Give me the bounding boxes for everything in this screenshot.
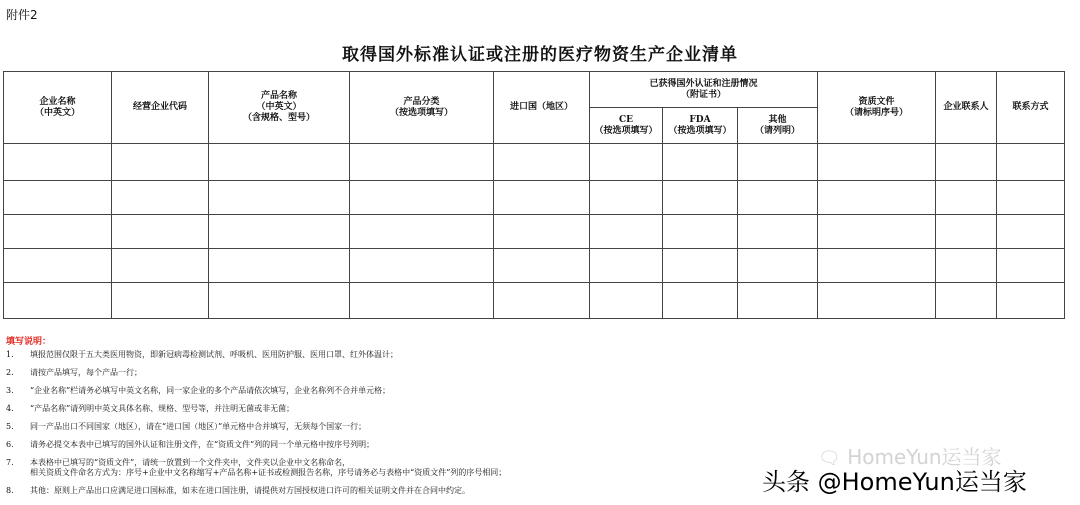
table-cell[interactable] [112,283,209,319]
note-number: 2. [6,368,14,377]
table-cell[interactable] [350,215,494,249]
note-item [6,486,506,496]
table-row [4,144,1065,181]
table-body [4,144,1065,319]
table-cell[interactable] [818,215,936,249]
table-cell[interactable] [663,181,738,215]
table-cell[interactable] [997,144,1065,181]
table-cell[interactable] [209,181,350,215]
note-text: “产品名称”请列明中英文具体名称、规格、型号等，并注明无菌或非无菌； [30,404,295,413]
table-cell[interactable] [209,144,350,181]
table-cell[interactable] [4,215,112,249]
table-cell[interactable] [818,181,936,215]
page-title: 取得国外标准认证或注册的医疗物资生产企业清单 [342,45,738,65]
table-cell[interactable] [738,249,818,283]
table-cell[interactable] [997,215,1065,249]
attachment-label: 附件2 [6,8,38,22]
table-cell[interactable] [818,283,936,319]
table-cell[interactable] [997,283,1065,319]
table-cell[interactable] [663,144,738,181]
note-text: 其他：原则上产品出口应满足进口国标准，如未在进口国注册，请提供对方国授权进口许可的相关证明文件并在合同中约定。 [30,486,470,495]
table-cell[interactable] [936,181,997,215]
table-cell[interactable] [590,283,663,319]
note-number: 4. [6,404,14,413]
table-cell[interactable] [936,215,997,249]
table-cell[interactable] [738,215,818,249]
table-cell[interactable] [4,283,112,319]
table-cell[interactable] [590,144,663,181]
note-item [6,422,506,432]
table-cell[interactable] [494,181,590,215]
note-item [6,350,506,360]
table-cell[interactable] [997,181,1065,215]
table-cell[interactable] [590,249,663,283]
table-cell[interactable] [209,283,350,319]
note-text: 本表格中已填写的“资质文件”，请统一放置到一个文件夹中，文件夹以企业中文名称命名， 相关资质文件命名方式为：序号+企业中文名称缩写+产品名称+证书或检测报告名称，序号请务必与表格中“资质文件”列的序号相同； [30,458,507,477]
note-text: 请务必提交本表中已填写的国外认证和注册文件，在“资质文件”列的同一个单元格中按序号列明； [30,440,375,449]
table-cell[interactable] [818,249,936,283]
table-cell[interactable] [209,249,350,283]
table-cell[interactable] [494,215,590,249]
table-cell[interactable] [209,215,350,249]
note-number: 7. [6,458,14,467]
note-number: 6. [6,440,14,449]
table-cell[interactable] [4,181,112,215]
table-cell[interactable] [112,215,209,249]
header-fda: FDA （按选项填写） [663,108,738,144]
table-cell[interactable] [590,181,663,215]
table-cell[interactable] [112,144,209,181]
table-row [4,283,1065,319]
table-cell[interactable] [936,144,997,181]
notes-list [6,350,506,504]
table-cell[interactable] [112,181,209,215]
table-cell[interactable] [663,283,738,319]
table-cell[interactable] [590,215,663,249]
note-text: “企业名称”栏请务必填写中英文名称，同一家企业的多个产品请依次填写，企业名称列不合并单元格； [30,386,391,395]
table-cell[interactable] [818,144,936,181]
note-item [6,458,506,478]
company-list-table [3,71,1065,319]
table-cell[interactable] [350,249,494,283]
header-ce: CE （按选项填写） [590,108,663,144]
table-cell[interactable] [112,249,209,283]
table-row [4,215,1065,249]
table-cell[interactable] [350,283,494,319]
table-cell[interactable] [738,283,818,319]
header-company-name: 企业名称 （中英文） [4,72,112,144]
table-cell[interactable] [663,249,738,283]
note-text: 请按产品填写，每个产品一行； [30,368,142,377]
note-number: 1. [6,350,14,359]
watermark-main: 头条 @HomeYun运当家 [762,468,1027,496]
wechat-bubble-icon: 🗨 [818,448,841,469]
header-certification-group: 已获得国外认证和注册情况 （附证书） [590,72,818,108]
table-cell[interactable] [494,249,590,283]
table-cell[interactable] [997,249,1065,283]
header-product-name: 产品名称 （中英文） （含规格、型号） [209,72,350,144]
table-cell[interactable] [494,144,590,181]
note-item [6,386,506,396]
note-item [6,404,506,414]
header-qualification: 资质文件 （请标明序号） [818,72,936,144]
header-other: 其他 （请列明） [738,108,818,144]
header-product-category: 产品分类 （按选项填写） [350,72,494,144]
table-row [4,181,1065,215]
note-number: 3. [6,386,14,395]
note-text: 同一产品出口不同国家（地区），请在“进口国（地区）”单元格中合并填写，无须每个国家一行； [30,422,367,431]
note-number: 8. [6,486,14,495]
table-cell[interactable] [4,144,112,181]
table-cell[interactable] [350,181,494,215]
note-item [6,368,506,378]
table-cell[interactable] [936,283,997,319]
table-cell[interactable] [663,215,738,249]
note-item [6,440,506,450]
table-cell[interactable] [738,144,818,181]
table-cell[interactable] [738,181,818,215]
note-number: 5. [6,422,14,431]
table-cell[interactable] [936,249,997,283]
table-cell[interactable] [494,283,590,319]
notes-title: 填写说明： [6,337,52,347]
header-contact-person: 企业联系人 [936,72,997,144]
table-cell[interactable] [4,249,112,283]
header-contact: 联系方式 [997,72,1065,144]
note-text: 填报范围仅限于五大类医用物资，即新冠病毒检测试剂、呼吸机、医用防护服、医用口罩、红外体温计； [30,350,398,359]
header-import-country: 进口国（地区） [494,72,590,144]
header-credit-code: 经营企业代码 [112,72,209,144]
table-cell[interactable] [350,144,494,181]
watermark-faint-text: HomeYun运当家 [847,445,1002,469]
table-row [4,249,1065,283]
